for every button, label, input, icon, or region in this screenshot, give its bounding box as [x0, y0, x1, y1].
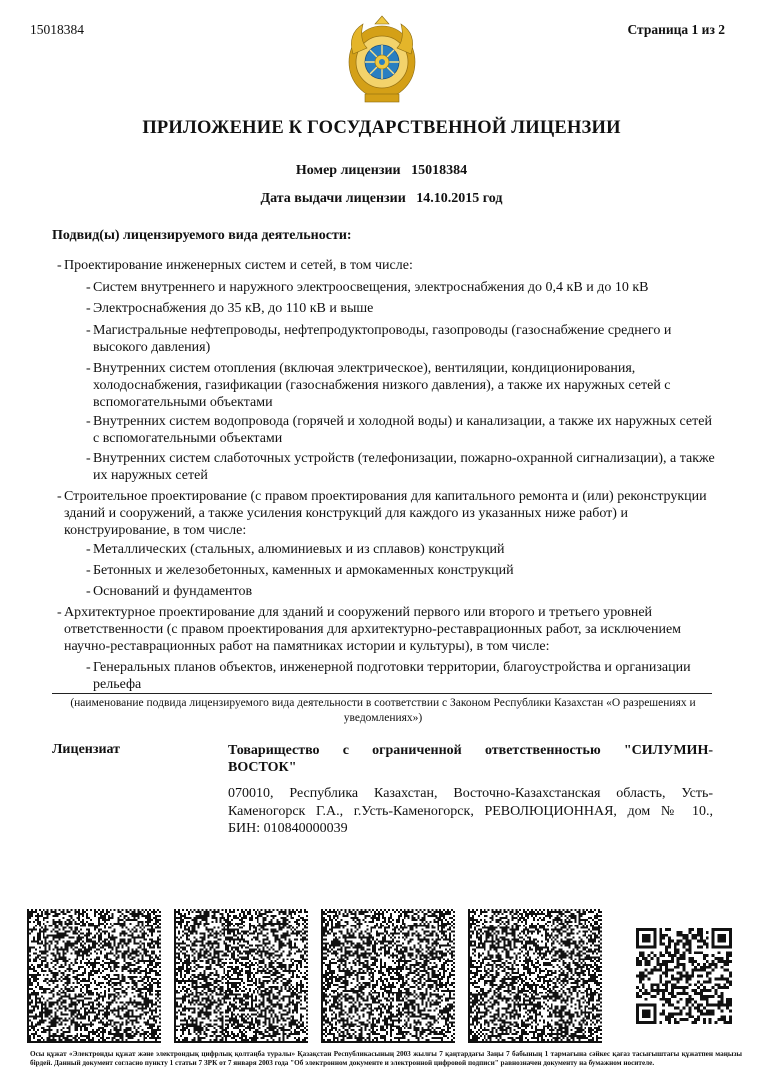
activity-label: Строительное проектирование (с правом проектирования для капитального ремонта и (или) реконструкции зданий и сооружений, а также усиления конструкций для каждого из указанных ниже работ) и конструирование, в том числе:: [64, 489, 707, 538]
activity-subitem: - Генеральных планов объектов, инженерной подготовки территории, благоустройства и организации рельефа: [86, 660, 691, 692]
licensee-name: [228, 742, 713, 776]
kazakhstan-state-emblem-icon: [345, 14, 419, 106]
activity-subitem-label: Электроснабжения до 35 кВ, до 110 кВ и выше: [93, 301, 374, 316]
datamatrix-code-1-icon: [26, 909, 162, 1043]
datamatrix-code-4-icon: [467, 909, 603, 1043]
datamatrix-code-3-icon: [320, 909, 456, 1043]
license-number: Номер лицензии 15018384: [295, 163, 468, 178]
document-number: 15018384: [30, 22, 84, 37]
activity-subitem: - Магистральные нефтепроводы, нефтепродуктопроводы, газопроводы (газоснабжение среднего и высокого давления): [86, 323, 672, 355]
subtypes-heading: Подвид(ы) лицензируемого вида деятельности:: [52, 228, 352, 243]
licensee-name-line: Товарищество с ограниченной ответственностью "СИЛУМИН-: [228, 743, 713, 758]
licensee-label: Лицензиат: [52, 742, 121, 757]
qr-code-icon: [636, 928, 732, 1024]
activity-subitem-label: Генеральных планов объектов, инженерной подготовки территории, благоустройства и организации рельефа: [93, 660, 691, 692]
activity-subitem-label: Металлических (стальных, алюминиевых и из сплавов) конструкций: [93, 542, 505, 557]
activity-subitem-label: Внутренних систем водопровода (горячей и холодной воды) и канализации, а также их наружных сетей с вспомогательными объектами: [93, 414, 712, 446]
activity-label: Проектирование инженерных систем и сетей, в том числе:: [64, 258, 413, 273]
activity-item: - Строительное проектирование (с правом проектирования для капитального ремонта и (или) реконструкции зданий и сооружений, а также усиления конструкций для каждого из указанных ниже работ) и конструирование, в том числе:: [57, 489, 707, 538]
licensee-bin: БИН: 010840000039: [228, 821, 348, 836]
activity-subitem-label: Внутренних систем отопления (включая электрическое), вентиляции, кондиционирования, холодоснабжения, газификации (газоснабжения низкого давления), а также их наружных сетей с вспомогательными объектами: [93, 361, 671, 410]
activity-subitem: - Систем внутреннего и наружного электроосвещения, электроснабжения до 0,4 кВ и до 10 кВ: [86, 280, 649, 295]
activity-subitem: - Внутренних систем слаботочных устройств (телефонизации, пожарно-охранной сигнализации), а также их наружных сетей: [86, 451, 715, 483]
activity-subitem: - Электроснабжения до 35 кВ, до 110 кВ и выше: [86, 301, 374, 316]
activity-subitem: - Бетонных и железобетонных, каменных и армокаменных конструкций: [86, 563, 514, 578]
licensee-name-line: ВОСТОК": [228, 760, 297, 775]
page-indicator: Страница 1 из 2: [627, 22, 725, 37]
licensee-address: [228, 785, 713, 838]
activity-subitem-label: Бетонных и железобетонных, каменных и армокаменных конструкций: [93, 563, 514, 578]
activity-subitem-label: Магистральные нефтепроводы, нефтепродуктопроводы, газопроводы (газоснабжение среднего и высокого давления): [93, 323, 672, 355]
activity-subitem-label: Оснований и фундаментов: [93, 584, 253, 599]
activity-subitem: - Металлических (стальных, алюминиевых и из сплавов) конструкций: [86, 542, 505, 557]
activity-subitem: - Оснований и фундаментов: [86, 584, 253, 599]
legal-footer: Осы құжат «Электронды құжат және электрондық цифрлық қолтаңба туралы» Қазақстан Республикасының 2003 жылғы 7 қаңтардағы Заңы 7 бабының 1 тармағына сәйкес қағаз тасығыштағы құжатпен маңызы бірдей. Данный документ согласно пункту 1 статьи 7 ЗРК от 7 января 2003 года "Об электронном документе и электронной цифровой подписи" равнозначен документу на бумажном носителе.: [30, 1050, 742, 1067]
licensee-address-line: 070010, Республика Казахстан, Восточно-Казахстанская область, Усть-: [228, 786, 713, 801]
divider: [52, 693, 712, 694]
licensee-address-line: Каменогорск Г.А., г.Усть-Каменогорск, РЕВОЛЮЦИОННАЯ, дом № 10.,: [228, 803, 713, 819]
datamatrix-code-2-icon: [173, 909, 309, 1043]
legal-note: (наименование подвида лицензируемого вида деятельности в соответствии с Законом Республики Казахстан «О разрешениях и уведомлениях»): [70, 697, 696, 724]
activity-item: - Архитектурное проектирование для зданий и сооружений первого или второго и третьего уровней ответственности (с правом проектирования для архитектурно-реставрационных работ, за исключением научно-реставрационных работ на памятниках истории и культуры), в том числе:: [57, 605, 682, 654]
activity-subitem-label: Систем внутреннего и наружного электроосвещения, электроснабжения до 0,4 кВ и до 10 кВ: [93, 280, 649, 295]
activity-subitem: - Внутренних систем отопления (включая электрическое), вентиляции, кондиционирования, холодоснабжения, газификации (газоснабжения низкого давления), а также их наружных сетей с вспомогательными объектами: [86, 361, 671, 410]
activity-item: - Проектирование инженерных систем и сетей, в том числе:: [57, 258, 413, 273]
activity-label: Архитектурное проектирование для зданий и сооружений первого или второго и третьего уровней ответственности (с правом проектирования для архитектурно-реставрационных работ, за исключением научно-реставрационных работ на памятниках истории и культуры), в том числе:: [64, 605, 682, 654]
activity-subitem: - Внутренних систем водопровода (горячей и холодной воды) и канализации, а также их наружных сетей с вспомогательными объектами: [86, 414, 712, 446]
document-title: ПРИЛОЖЕНИЕ К ГОСУДАРСТВЕННОЙ ЛИЦЕНЗИИ: [142, 118, 621, 138]
activity-subitem-label: Внутренних систем слаботочных устройств (телефонизации, пожарно-охранной сигнализации), а также их наружных сетей: [93, 451, 715, 483]
license-issue-date: Дата выдачи лицензии 14.10.2015 год: [260, 191, 503, 206]
